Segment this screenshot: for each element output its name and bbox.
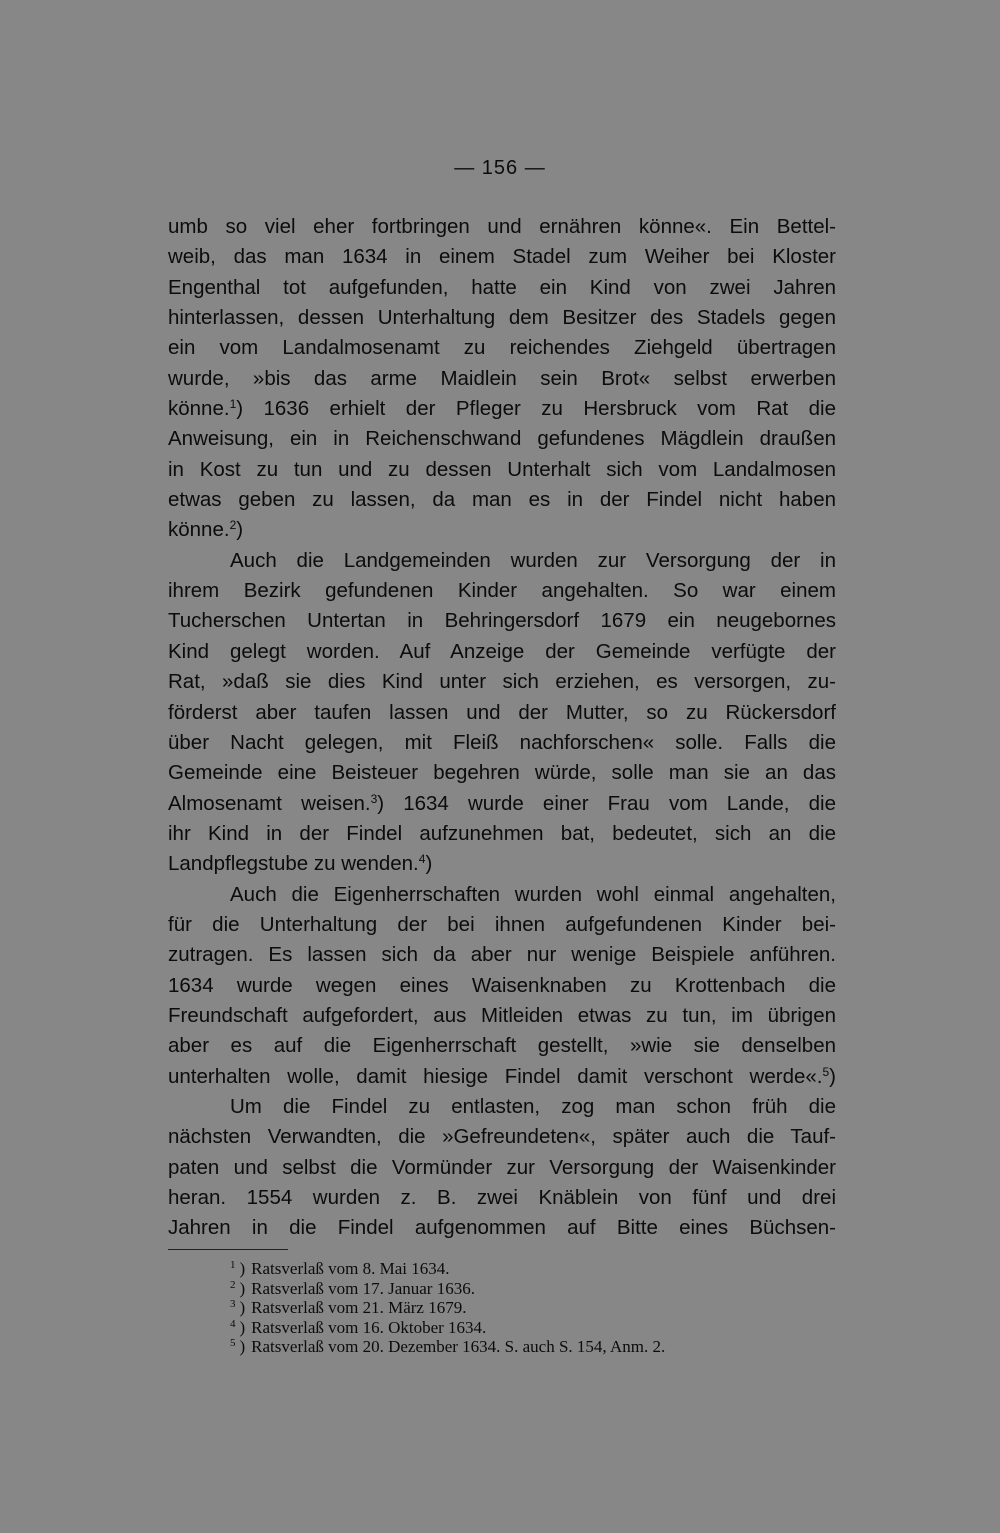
footnote-text: Ratsverlaß vom 8. Mai 1634.	[251, 1259, 450, 1278]
footnote-paren: )	[239, 1259, 246, 1278]
footnote-paren: )	[239, 1317, 246, 1337]
footnote-marker: 5	[822, 1064, 830, 1079]
footnote	[230, 1318, 830, 1338]
text-line: Auch die Eigenherrschaften wurden wohl einmal angehalten,	[230, 882, 836, 906]
text-line: wurde, »bis das arme Maidlein sein Brot« selbst erwerben	[168, 366, 836, 390]
footnote-number: 2	[230, 1278, 236, 1291]
page-number: — 156 —	[454, 157, 546, 179]
text-line: etwas geben zu lassen, da man es in der Findel nicht haben	[168, 488, 836, 512]
text-line: 1634 wurde wegen eines Waisenknaben zu Krottenbach die	[168, 973, 836, 997]
text-segment: ) 1634 wurde einer Frau vom Lande, die	[377, 791, 836, 815]
footnote-paren: )	[239, 1337, 246, 1357]
text-line: Engenthal tot aufgefunden, hatte ein Kind von zwei Jahren	[168, 275, 836, 299]
text-line: Anweisung, ein in Reichenschwand gefundenes Mägdlein draußen	[168, 427, 836, 451]
text-line: Auch die Landgemeinden wurden zur Versorgung der in	[230, 548, 836, 572]
footnote-text: Ratsverlaß vom 20. Dezember 1634. S. auch S. 154, Anm. 2.	[251, 1337, 666, 1357]
text-line	[168, 394, 836, 424]
text-line: Tucherschen Untertan in Behringersdorf 1679 ein neugebornes	[168, 609, 836, 633]
text-line: Rat, »daß sie dies Kind unter sich erziehen, es versorgen, zu-	[168, 670, 836, 694]
footnote-paren: )	[239, 1278, 246, 1298]
text-line: Um die Findel zu entlasten, zog man schon früh die	[230, 1094, 836, 1118]
footnote	[230, 1337, 830, 1357]
footnote	[230, 1298, 830, 1318]
text-line: über Nacht gelegen, mit Fleiß nachforschen« solle. Falls die	[168, 730, 836, 754]
text-line	[168, 789, 836, 819]
text-segment: )	[236, 518, 244, 542]
footnote-marker: 1	[229, 397, 237, 412]
text-line: paten und selbst die Vormünder zur Versorgung der Waisenkinder	[168, 1155, 836, 1179]
text-segment: Almosenamt weisen.	[168, 791, 371, 815]
footnote-marker: 4	[418, 852, 426, 867]
text-line: ihrem Bezirk gefundenen Kinder angehalten. So war einem	[168, 579, 836, 603]
text-segment: )	[425, 852, 433, 876]
text-line: ihr Kind in der Findel aufzunehmen bat, bedeutet, sich an die	[168, 821, 836, 845]
text-segment: ) 1636 erhielt der Pfleger zu Hersbruck vom Rat die	[236, 397, 836, 421]
text-line: nächsten Verwandten, die »Gefreundeten«, später auch die Tauf-	[168, 1125, 836, 1149]
text-line	[168, 849, 836, 879]
text-line: zutragen. Es lassen sich da aber nur wenige Beispiele anführen.	[168, 943, 836, 967]
text-line: weib, das man 1634 in einem Stadel zum Weiher bei Kloster	[168, 245, 836, 269]
text-segment: Landpflegstube zu wenden.	[168, 852, 419, 876]
text-line: ein vom Landalmosenamt zu reichendes Ziehgeld übertragen	[168, 336, 836, 360]
footnote	[230, 1259, 830, 1279]
footnote-marker: 2	[229, 518, 237, 533]
text-line: heran. 1554 wurden z. B. zwei Knäblein von fünf und drei	[168, 1186, 836, 1209]
footnotes	[230, 1259, 830, 1357]
footnote-text: Ratsverlaß vom 17. Januar 1636.	[251, 1278, 475, 1298]
text-segment: könne.	[168, 397, 230, 421]
text-line: Freundschaft aufgefordert, aus Mitleiden etwas zu tun, im übrigen	[168, 1003, 836, 1027]
text-line	[168, 515, 836, 545]
text-segment: unterhalten wolle, damit hiesige Findel damit verschont werde«.	[168, 1064, 823, 1088]
text-line	[168, 1062, 836, 1092]
footnote-number: 4	[230, 1317, 236, 1330]
body-text	[168, 212, 836, 1244]
text-line: förderst aber taufen lassen und der Mutter, so zu Rückersdorf	[168, 700, 836, 724]
text-line: hinterlassen, dessen Unterhaltung dem Besitzer des Stadels gegen	[168, 306, 836, 330]
footnote-number: 1	[230, 1259, 236, 1271]
footnote-number: 3	[230, 1298, 236, 1311]
footnote-text: Ratsverlaß vom 16. Oktober 1634.	[251, 1317, 487, 1337]
footnote-separator	[168, 1249, 288, 1250]
text-line: Kind gelegt worden. Auf Anzeige der Gemeinde verfügte der	[168, 639, 836, 663]
text-segment: )	[829, 1064, 836, 1088]
footnote-text: Ratsverlaß vom 21. März 1679.	[251, 1298, 467, 1318]
footnote-number: 5	[230, 1337, 236, 1350]
footnote-marker: 3	[370, 791, 378, 806]
text-line: für die Unterhaltung der bei ihnen aufgefundenen Kinder bei-	[168, 912, 836, 936]
text-line: Jahren in die Findel aufgenommen auf Bitte eines Büchsen-	[168, 1216, 836, 1240]
footnote-paren: )	[239, 1298, 246, 1318]
text-line: umb so viel eher fortbringen und ernähren könne«. Ein Bettel-	[168, 215, 836, 238]
text-segment: könne.	[168, 518, 230, 542]
footnote	[230, 1279, 830, 1299]
text-line: Gemeinde eine Beisteuer begehren würde, solle man sie an das	[168, 761, 836, 785]
text-line: aber es auf die Eigenherrschaft gestellt, »wie sie denselben	[168, 1034, 836, 1058]
text-line: in Kost zu tun und zu dessen Unterhalt sich vom Landalmosen	[168, 457, 836, 481]
